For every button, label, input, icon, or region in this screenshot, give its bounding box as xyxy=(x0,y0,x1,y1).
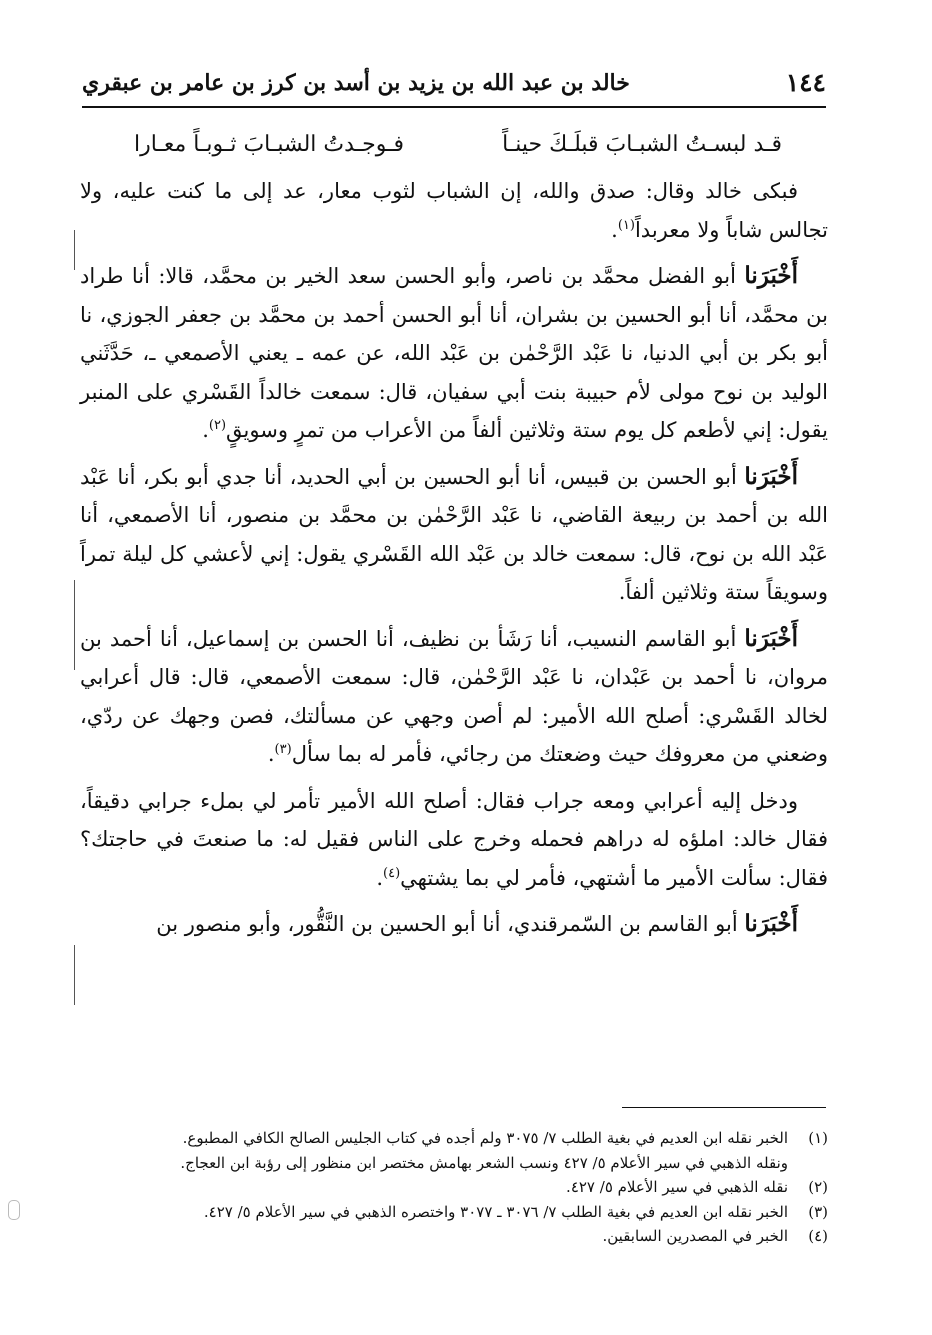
verse-right-hemistich: قـد لبسـتُ الشبـابَ قبلَـكَ حينـاً xyxy=(502,132,782,157)
isnad-keyword: أَخْبَرَنا xyxy=(744,910,798,937)
footnote-ref[interactable]: (٢) xyxy=(208,418,227,433)
footnote-number: (٢) xyxy=(808,1178,828,1196)
scan-margin-mark xyxy=(74,945,75,1005)
isnad-keyword: أَخْبَرَنا xyxy=(744,624,798,652)
footnote-divider xyxy=(622,1107,826,1108)
paragraph-5 xyxy=(80,782,828,898)
footnote-1 xyxy=(80,1126,828,1175)
page-number: ١٤٤ xyxy=(785,68,826,97)
paragraph-end: . xyxy=(611,217,618,242)
isnad-keyword: أَخْبَرَنا xyxy=(744,462,798,490)
paragraph-text: أبو القاسم بن السّمرقندي، أنا أبو الحسين بن النَّقُّور، وأبو منصور بن xyxy=(156,912,738,936)
footnote-2 xyxy=(80,1175,828,1200)
paragraph-text: فبكى خالد وقال: صدق والله، إن الشباب لثوب معار، عد إلى ما كنت عليه، ولا تجالس شاباً ولا معربداً xyxy=(80,179,828,242)
scan-margin-mark xyxy=(74,580,75,670)
footnote-3 xyxy=(80,1200,828,1225)
footnote-number: (٤) xyxy=(808,1227,828,1245)
footnote-ref[interactable]: (١) xyxy=(617,217,635,233)
footnote-4 xyxy=(80,1224,828,1249)
footnote-continuation: ونقله الذهبي في سير الأعلام ٥/ ٤٢٧ ونسب الشعر بهامش مختصر ابن منظور إلى رؤبة ابن العجاج. xyxy=(180,1153,788,1172)
paragraph-text: أبو الفضل محمَّد بن ناصر، وأبو الحسن سعد الخير بن محمَّد، قالا: أنا طراد بن محمَّد، أنا أبو الحسين بن بشران، أنا أبو الحسن أحمد بن محمَّد بن جعفر الجوزي، نا أبو بكر بن أبي الدنيا، نا عَبْد الرَّحْمٰن بن عَبْد الله، عن عمه ـ يعني الأصمعي ـ، حَدَّثَني الوليد بن نوح مولى لأم حبيبة بنت أبي سفيان، قال: سمعت خالداً القَسْري على المنبر يقول: إني لأطعم كل يوم ستة وثلاثين ألفاً من الأعراب من تمرٍ وسويقٍ xyxy=(80,264,828,442)
main-text xyxy=(80,126,828,952)
paragraph-2 xyxy=(80,257,828,450)
paragraph-end: . xyxy=(267,742,275,766)
footnote-line: الخبر نقله ابن العديم في بغية الطلب ٧/ ٣٠٧٥ ولم أجده في كتاب الجليس الصالح الكافي المطبوع. xyxy=(182,1129,788,1147)
footnote-text: نقله الذهبي في سير الأعلام ٥/ ٤٢٧. xyxy=(566,1178,788,1196)
footnote-text: الخبر نقله ابن العديم في بغية الطلب ٧/ ٣٠٧٦ ـ ٣٠٧٧ واختصره الذهبي في سير الأعلام ٥/ ٤٢٧. xyxy=(203,1202,788,1221)
scan-speck xyxy=(8,1200,20,1220)
footnote-ref[interactable]: (٤) xyxy=(383,865,401,881)
footnote-ref[interactable]: (٣) xyxy=(274,742,292,757)
paragraph-3 xyxy=(80,458,828,612)
paragraph-6 xyxy=(80,905,828,944)
isnad-keyword: أَخْبَرَنا xyxy=(744,262,798,289)
footnote-text: الخبر في المصدرين السابقين. xyxy=(602,1227,788,1245)
paragraph-1 xyxy=(80,172,828,249)
footnote-number: (١) xyxy=(808,1129,828,1147)
verse-left-hemistich: فـوجـدتُ الشبـابَ ثـوبـاً معـارا xyxy=(134,132,405,157)
footnote-number: (٣) xyxy=(808,1202,828,1221)
running-header xyxy=(82,62,826,108)
paragraph-text: أبو القاسم النسيب، أنا رَشَأ بن نظيف، أنا الحسن بن إسماعيل، أنا أحمد بن مروان، نا أحمد بن عَبْدان، نا عَبْد الرَّحْمٰن، قال: سمعت الأصمعي، قال: قال أعرابي لخالد القَسْري: أصلح الله الأمير: لم أصن وجهي عن مسألتك، فصن وجهك عن ردّي، وضعني من معروفك حيث وضعتك من رجائي، فأمر له بما سأل xyxy=(80,626,828,766)
paragraph-4 xyxy=(80,620,828,774)
footnotes xyxy=(80,1126,828,1249)
paragraph-end: . xyxy=(376,865,384,890)
paragraph-text: أبو الحسن بن قبيس، أنا أبو الحسين بن أبي الحديد، أنا جدي أبو بكر، أنا عَبْد الله بن أحمد بن ربيعة القاضي، نا عَبْد الرَّحْمٰن بن محمَّد بن منصور، أنا الأصمعي، أنا عَبْد الله بن نوح، قال: سمعت خالد بن عَبْد الله القَسْري يقول: إني لأعشي كل ليلة تمراً وسويقاً ستة وثلاثين ألفاً. xyxy=(80,464,828,604)
running-title: خالد بن عبد الله بن يزيد بن أسد بن كرز بن عامر بن عبقري xyxy=(82,70,630,96)
footnote-text xyxy=(80,1126,788,1175)
paragraph-text: ودخل إليه أعرابي ومعه جراب فقال: أصلح الله الأمير تأمر لي بملء جرابي دقيقاً، فقال خالد: املؤه له دراهم فحمله وخرج على الناس فقيل له: ما صنعتَ في حاجتك؟ فقال: سألت الأمير ما أشتهي، فأمر لي بما يشتهي xyxy=(80,788,828,890)
scan-margin-mark xyxy=(74,230,75,270)
paragraph-end: . xyxy=(202,418,209,442)
poetry-verse xyxy=(80,126,828,166)
